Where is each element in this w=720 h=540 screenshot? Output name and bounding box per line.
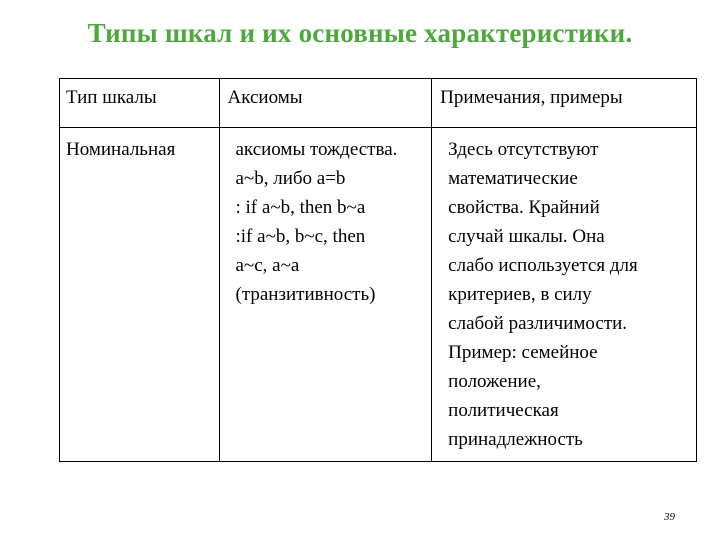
header-scale-type: Тип шкалы — [66, 87, 157, 108]
axioms-text — [220, 128, 432, 316]
page-number: 39 — [664, 511, 675, 523]
notes-line: критериев, в силу — [448, 284, 592, 305]
scale-type-nominal: Номинальная — [66, 139, 176, 160]
header-cell-axioms — [219, 79, 432, 128]
notes-line: положение, — [448, 371, 541, 392]
notes-text — [432, 128, 696, 461]
slide-title: Типы шкал и их основные характеристики. — [87, 18, 633, 48]
cell-axioms — [219, 128, 432, 462]
table-header-row — [60, 79, 697, 128]
header-cell-scale-type — [60, 79, 220, 128]
notes-line: случай шкалы. Она — [448, 226, 605, 247]
header-cell-notes — [432, 79, 697, 128]
notes-line: слабой различимости. — [448, 313, 628, 334]
cell-scale-type — [60, 128, 220, 462]
axioms-line: a~b, либо a=b — [235, 168, 346, 189]
axioms-line: (транзитивность) — [235, 284, 376, 305]
header-axioms: Аксиомы — [227, 87, 303, 108]
notes-line: свойства. Крайний — [448, 197, 600, 218]
table-row — [60, 128, 697, 462]
header-notes: Примечания, примеры — [440, 87, 623, 108]
notes-line: политическая — [448, 400, 559, 421]
axioms-line: :if a~b, b~c, then — [235, 226, 366, 247]
notes-line: математические — [448, 168, 578, 189]
scale-types-table — [59, 78, 697, 462]
cell-notes — [432, 128, 697, 462]
notes-line: принадлежность — [448, 429, 583, 450]
notes-line: Здесь отсутствуют — [448, 139, 599, 160]
axioms-line: a~c, a~a — [235, 255, 300, 276]
notes-line: слабо используется для — [448, 255, 638, 276]
notes-line: Пример: семейное — [448, 342, 598, 363]
axioms-line: аксиомы тождества. — [235, 139, 398, 160]
axioms-line: : if a~b, then b~a — [235, 197, 366, 218]
